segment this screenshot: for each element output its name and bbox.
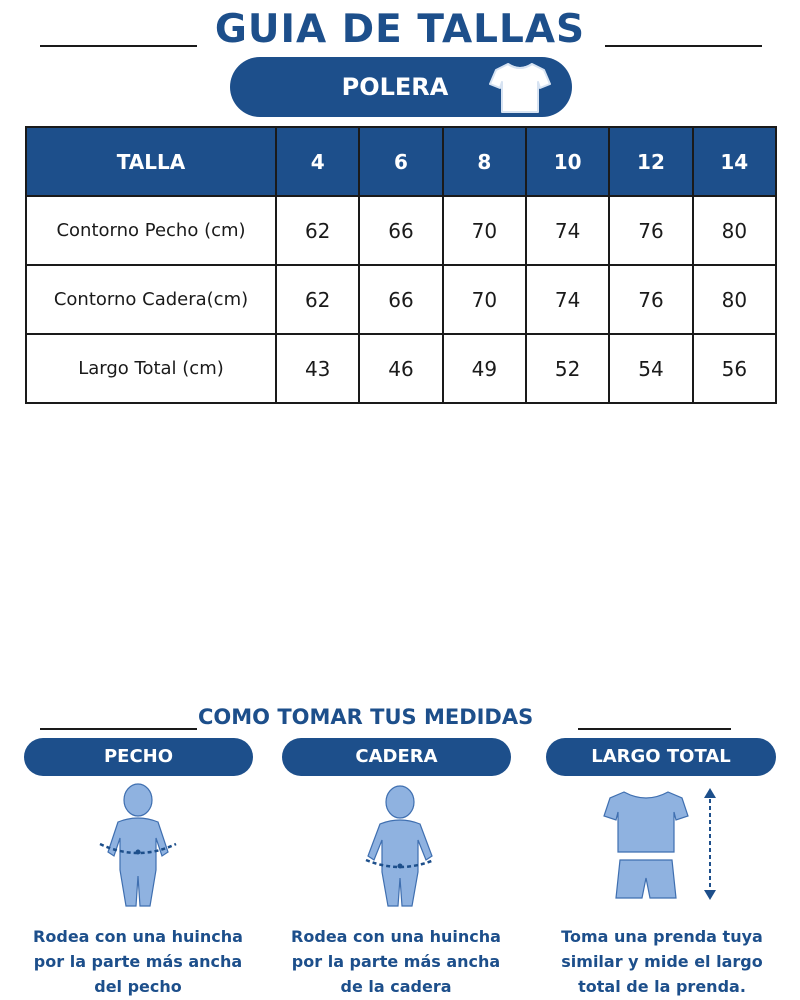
desc-line: por la parte más ancha [33, 952, 243, 971]
desc-line: similar y mide el largo [561, 952, 763, 971]
title-row [0, 6, 800, 56]
largo-total-description [548, 924, 776, 999]
desc-line: Toma una prenda tuya [561, 927, 763, 946]
howto-rule-right [578, 728, 731, 730]
desc-line: Rodea con una huincha [291, 927, 501, 946]
header-size: 6 [359, 127, 442, 196]
product-label: POLERA [341, 73, 449, 101]
header-size: 4 [276, 127, 359, 196]
table-cell: 43 [276, 334, 359, 403]
table-cell: 80 [693, 265, 776, 334]
child-hip-measure-icon [350, 782, 450, 912]
table-row [26, 334, 776, 403]
table-cell: 74 [526, 265, 609, 334]
table-cell: 66 [359, 196, 442, 265]
table-cell: 49 [443, 334, 526, 403]
table-cell: 62 [276, 196, 359, 265]
table-cell: 62 [276, 265, 359, 334]
row-label: Contorno Cadera(cm) [26, 265, 276, 334]
desc-line: total de la prenda. [578, 977, 746, 996]
header-size: 8 [443, 127, 526, 196]
row-label: Contorno Pecho (cm) [26, 196, 276, 265]
table-cell: 74 [526, 196, 609, 265]
desc-line: Rodea con una huincha [33, 927, 243, 946]
howto-title-row [0, 700, 800, 734]
table-cell: 70 [443, 196, 526, 265]
tshirt-icon [488, 60, 552, 116]
desc-line: por la parte más ancha [291, 952, 501, 971]
pecho-description [22, 924, 254, 999]
desc-line: de la cadera [340, 977, 452, 996]
cadera-badge: CADERA [282, 738, 511, 776]
header-size: 14 [693, 127, 776, 196]
table-header-row [26, 127, 776, 196]
table-cell: 56 [693, 334, 776, 403]
garment-length-icon [598, 782, 728, 902]
table-cell: 76 [609, 196, 692, 265]
howto-title: COMO TOMAR TUS MEDIDAS [198, 705, 534, 729]
table-cell: 54 [609, 334, 692, 403]
header-size: 10 [526, 127, 609, 196]
pecho-badge: PECHO [24, 738, 253, 776]
table-row [26, 196, 776, 265]
child-chest-measure-icon [88, 782, 188, 912]
howto-rule-left [40, 728, 197, 730]
header-size: 12 [609, 127, 692, 196]
header-talla: TALLA [26, 127, 276, 196]
desc-line: del pecho [94, 977, 182, 996]
page-title: GUIA DE TALLAS [214, 7, 586, 52]
table-cell: 76 [609, 265, 692, 334]
row-label: Largo Total (cm) [26, 334, 276, 403]
size-table [25, 126, 777, 404]
cadera-description [280, 924, 512, 999]
table-cell: 46 [359, 334, 442, 403]
table-cell: 66 [359, 265, 442, 334]
table-cell: 52 [526, 334, 609, 403]
largo-total-badge: LARGO TOTAL [546, 738, 776, 776]
title-rule-right [605, 45, 762, 47]
table-row [26, 265, 776, 334]
table-cell: 80 [693, 196, 776, 265]
table-cell: 70 [443, 265, 526, 334]
